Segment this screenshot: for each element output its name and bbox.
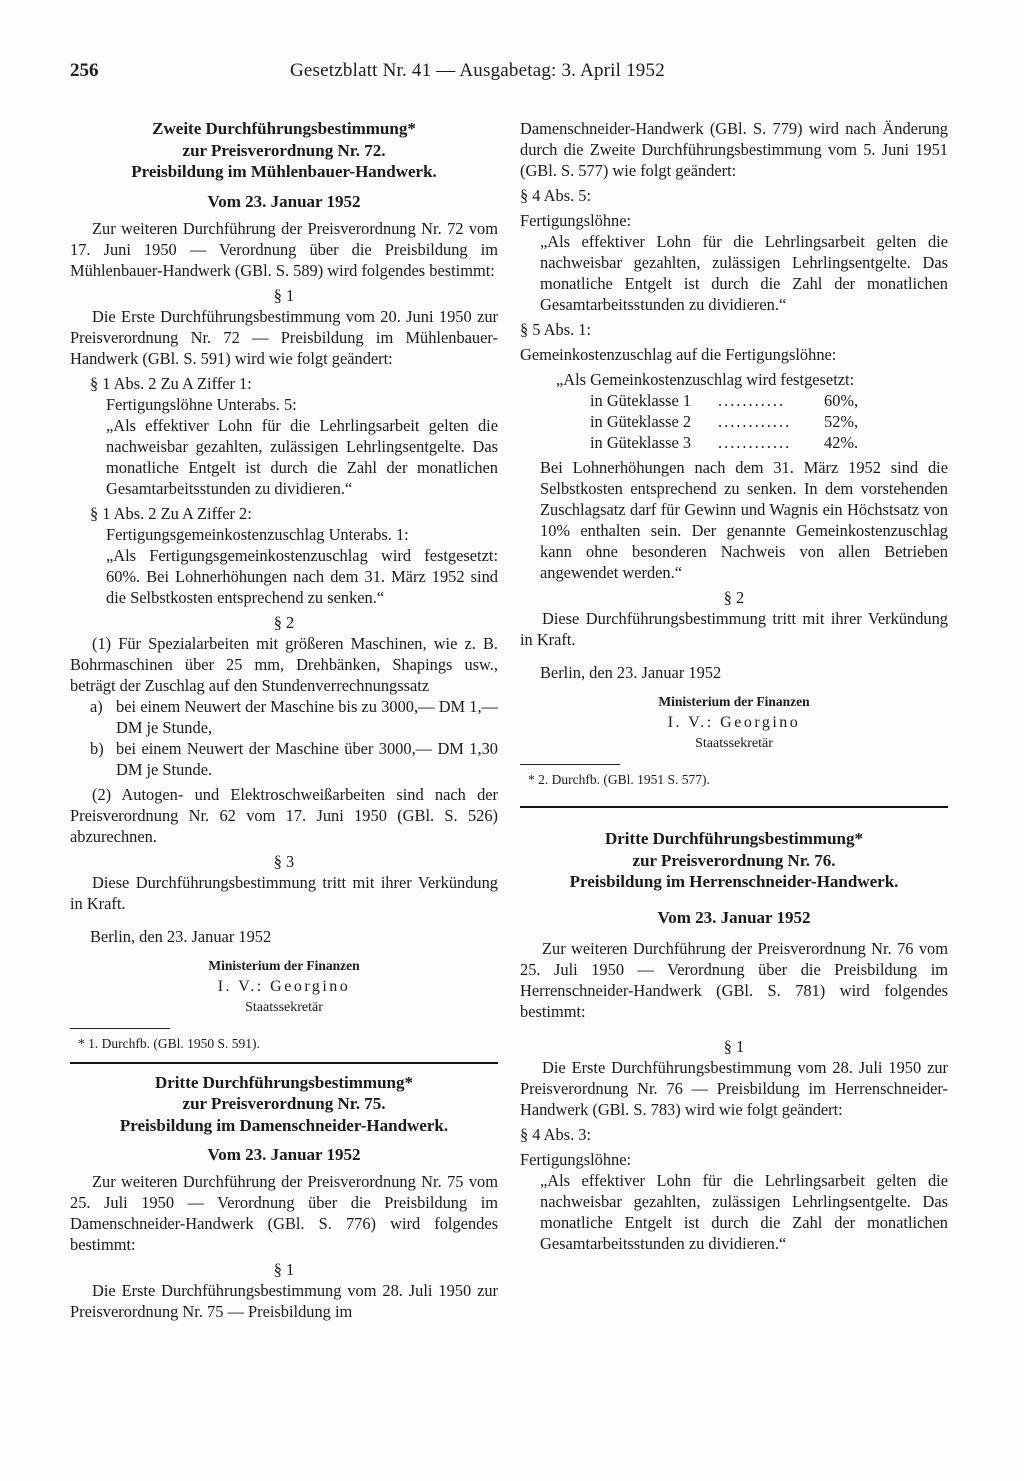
section1-title-line2: zur Preisverordnung Nr. 72. — [182, 140, 386, 160]
section1-par2-heading: § 2 — [273, 612, 295, 632]
rate-value: 42%. — [824, 433, 859, 452]
section2-par1-text: Die Erste Durchführungsbestimmung vom 28. Juli 1950 zur Preisverordnung Nr. 75 — Preisbildung im — [70, 1281, 498, 1321]
section1-amend1-quote: „Als effektiver Lohn für die Lehrlingsarbeit gelten die nachweisbar gezahlten, zulässigen Lehrlingsentgelte. Das monatliche Entgelt ist durch die Zahl der monatlichen Gesamtarbeitsstunden zu dividieren.“ — [106, 415, 498, 498]
section1-par2-text2: (2) Autogen- und Elektroschweißarbeiten sind nach der Preisverordnung Nr. 62 vom 17. Juni 1950 (GBl. S. 526) abzurechnen. — [70, 784, 498, 846]
section3-amend1-quote: „Als effektiver Lohn für die Lehrlingsarbeit gelten die nachweisbar gezahlten, zulässigen Lehrlingsentgelte. Das monatliche Entgelt ist durch die Zahl der monatlichen Gesamtarbeitsstunden zu dividieren.“ — [540, 1170, 948, 1253]
section2-date: Vom 23. Januar 1952 — [207, 1145, 361, 1164]
right-column — [520, 118, 948, 1254]
section1-item-a — [70, 696, 498, 738]
section1-amend2-heading: § 1 Abs. 2 Zu A Ziffer 2: — [90, 503, 252, 523]
section3-intro: Zur weiteren Durchführung der Preisverordnung Nr. 76 vom 25. Juli 1950 — Verordnung über die Preisbildung im Herrenschneider-Handwerk (GBl. S. 781) wird folgendes bestimmt: — [520, 938, 948, 1021]
rate-leader: ........... — [718, 391, 786, 410]
section1-intro: Zur weiteren Durchführung der Preisverordnung Nr. 72 vom 17. Juni 1950 — Verordnung über die Preisbildung im Mühlenbauer-Handwerk (GBl. S. 589) wird folgendes bestimmt: — [70, 218, 498, 280]
section2-amend1-sub: Fertigungslöhne: — [520, 211, 632, 230]
section3-amend1-sub: Fertigungslöhne: — [520, 1149, 632, 1169]
section1-signatory: I. V.: Georgino — [217, 977, 351, 995]
left-column — [70, 118, 498, 1322]
section1-title-line3: Preisbildung im Mühlenbauer-Handwerk. — [131, 162, 437, 181]
rate-value: 52%, — [824, 412, 859, 431]
section2-title-line3: Preisbildung im Damenschneider-Handwerk. — [119, 1115, 449, 1135]
section1-par3-heading: § 3 — [273, 851, 295, 871]
section2-par2-text: Diese Durchführungsbestimmung tritt mit ihrer Verkündung in Kraft. — [520, 609, 948, 649]
section2-amend2-quote-rest: Bei Lohnerhöhungen nach dem 31. März 1952 sind die Selbstkosten entsprechend zu senken. In dem vorstehenden Zuschlagsatz darf für Gewinn und Wagnis ein Höchstsatz von 10% enthalten sein. Der genannte Gemeinkostenzuschlag kann ohne besonderen Nachweis von allen Betrieben angewendet werden.“ — [540, 458, 948, 582]
rate-leader: ............ — [718, 433, 792, 452]
section2-par1-continued: Damenschneider-Handwerk (GBl. S. 779) wird nach Änderung durch die Zweite Durchführungsbestimmung vom 5. Juni 1951 (GBl. S. 577) wie folgt geändert: — [520, 119, 948, 180]
rate-class-label: in Güteklasse 2 — [590, 412, 692, 431]
section2-intro: Zur weiteren Durchführung der Preisverordnung Nr. 75 vom 25. Juli 1950 — Verordnung über die Preisbildung im Damenschneider-Handwerk (GBl. S. 776) wird folgendes bestimmt: — [70, 1172, 498, 1254]
footnote-rule — [70, 1028, 170, 1029]
section1-par2-text1: (1) Für Spezialarbeiten mit größeren Maschinen, wie z. B. Bohrmaschinen über 25 mm, Drehbänken, Shapings usw., beträgt der Zuschlag auf den Stundenverrechnungssatz — [70, 633, 498, 695]
rate-leader: ............ — [718, 412, 792, 431]
section2-city-date: Berlin, den 23. Januar 1952 — [540, 663, 722, 682]
section1-amend2-sub: Fertigungsgemeinkostenzuschlag Unterabs. 1: — [106, 524, 409, 544]
rate-row — [520, 432, 948, 453]
section3-title-line3: Preisbildung im Herrenschneider-Handwerk. — [569, 872, 899, 891]
section1-date: Vom 23. Januar 1952 — [207, 191, 361, 211]
item-a-text: bei einem Neuwert der Maschine bis zu 3000,— DM 1,— DM je Stunde, — [116, 696, 498, 737]
section3-title-line2: zur Preisverordnung Nr. 76. — [632, 850, 836, 870]
running-title: Gesetzblatt Nr. 41 — Ausgabetag: 3. April 1952 — [290, 60, 665, 81]
page-header — [70, 60, 950, 88]
section1-city-date: Berlin, den 23. Januar 1952 — [90, 926, 272, 946]
section3-par1-heading: § 1 — [723, 1036, 745, 1056]
section2-signatory: I. V.: Georgino — [667, 714, 801, 731]
section2-amend2-quote-intro: „Als Gemeinkostenzuschlag wird festgesetzt: — [556, 370, 855, 389]
section2-amend2-heading: § 5 Abs. 1: — [520, 320, 592, 339]
section1-rank: Staatssekretär — [245, 999, 323, 1015]
section2-title-line1: Dritte Durchführungsbestimmung* — [154, 1072, 413, 1092]
section2-rank: Staatssekretär — [695, 736, 773, 751]
section1-amend2-quote: „Als Fertigungsgemeinkostenzuschlag wird festgesetzt: 60%. Bei Lohnerhöhungen nach dem 31. März 1952 sind die Selbstkosten entsprechend zu senken.“ — [106, 545, 498, 607]
rate-value: 60%, — [824, 391, 859, 410]
item-b-label: b) — [90, 738, 104, 758]
section1-ministry: Ministerium der Finanzen — [208, 957, 360, 973]
section2-ministry: Ministerium der Finanzen — [658, 694, 810, 709]
section2-title-line2: zur Preisverordnung Nr. 75. — [182, 1094, 386, 1113]
section1-footnote: * 1. Durchfb. (GBl. 1950 S. 591). — [78, 1035, 260, 1051]
section1-par1-heading: § 1 — [273, 285, 295, 305]
section-divider — [520, 806, 948, 808]
section3-date: Vom 23. Januar 1952 — [657, 907, 811, 927]
item-b-text: bei einem Neuwert der Maschine über 3000,— DM 1,30 DM je Stunde. — [116, 738, 498, 779]
section2-par2-heading: § 2 — [723, 588, 745, 607]
section1-amend1-heading: § 1 Abs. 2 Zu A Ziffer 1: — [90, 373, 252, 393]
section-divider — [70, 1062, 498, 1064]
rate-row — [520, 411, 948, 432]
section1-title-line1: Zweite Durchführungsbestimmung* — [152, 119, 416, 138]
section3-par1-text: Die Erste Durchführungsbestimmung vom 28. Juli 1950 zur Preisverordnung Nr. 76 — Preisbildung im Herrenschneider-Handwerk (GBl. S. 783) wird wie folgt geändert: — [520, 1057, 948, 1119]
section3-amend1-heading: § 4 Abs. 3: — [520, 1124, 592, 1144]
section1-item-b — [70, 738, 498, 780]
rate-class-label: in Güteklasse 1 — [590, 391, 692, 410]
page-number: 256 — [70, 60, 99, 81]
section1-par1-text: Die Erste Durchführungsbestimmung vom 20. Juni 1950 zur Preisverordnung Nr. 72 — Preisbildung im Mühlenbauer-Handwerk (GBl. S. 591) wird wie folgt geändert: — [70, 306, 498, 368]
footnote-rule — [520, 764, 620, 765]
rate-row — [520, 390, 948, 411]
section2-footnote: * 2. Durchfb. (GBl. 1951 S. 577). — [528, 772, 710, 787]
section1-par3-text: Diese Durchführungsbestimmung tritt mit ihrer Verkündung in Kraft. — [70, 872, 498, 913]
section2-amend2-sub: Gemeinkostenzuschlag auf die Fertigungslöhne: — [520, 345, 837, 364]
section2-par1-heading: § 1 — [273, 1260, 295, 1279]
item-a-label: a) — [90, 696, 103, 716]
section2-amend1-quote: „Als effektiver Lohn für die Lehrlingsarbeit gelten die nachweisbar gezahlten, zulässigen Lehrlingsentgelte. Das monatliche Entgelt ist durch die Zahl der monatlichen Gesamtarbeitsstunden zu dividieren.“ — [540, 232, 948, 314]
rate-class-label: in Güteklasse 3 — [590, 433, 692, 452]
section2-amend1-heading: § 4 Abs. 5: — [520, 186, 592, 205]
section3-title-line1: Dritte Durchführungsbestimmung* — [604, 829, 863, 848]
section1-amend1-sub: Fertigungslöhne Unterabs. 5: — [106, 394, 297, 414]
